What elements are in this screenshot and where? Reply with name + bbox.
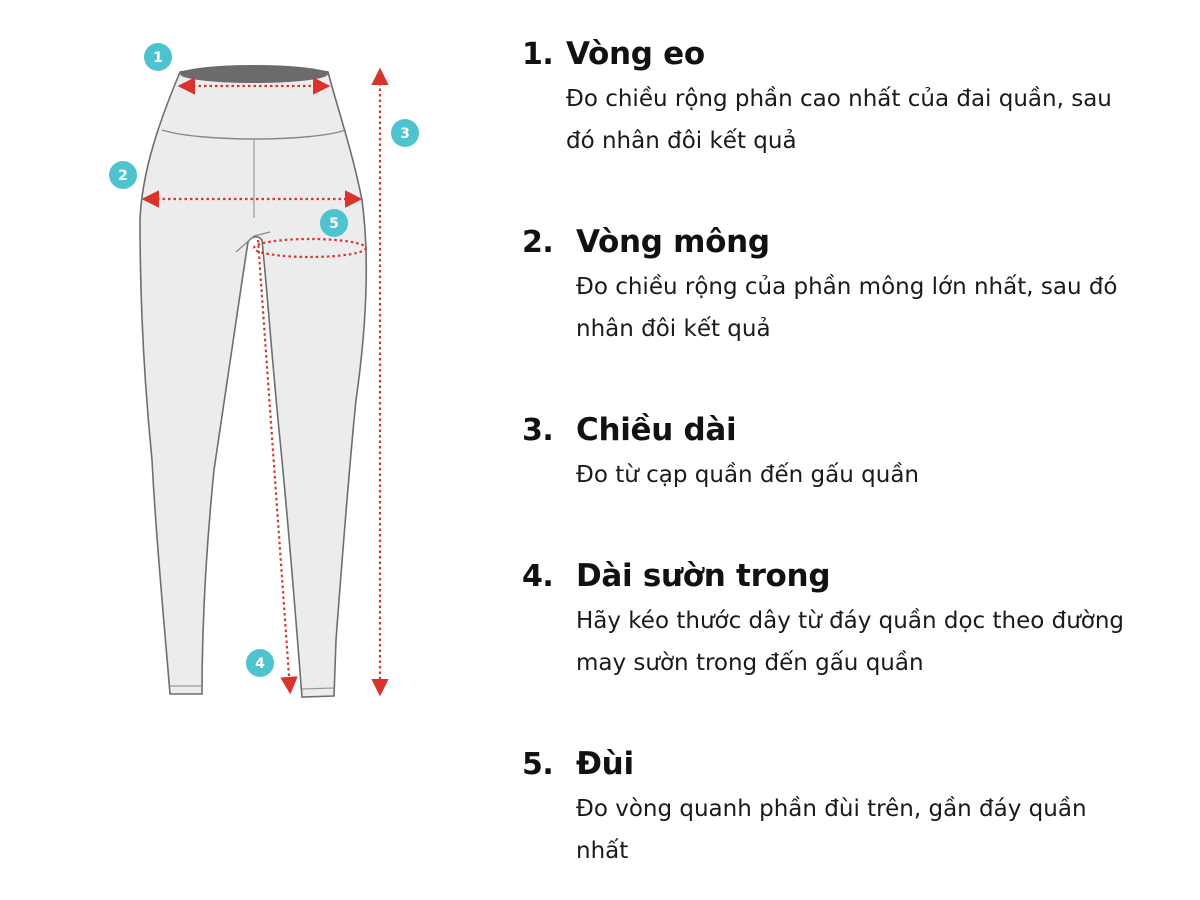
leggings-diagram [90, 30, 450, 720]
step-title: Vòng mông [576, 224, 770, 260]
step-title: Chiều dài [576, 412, 737, 448]
step-description: Đo từ cạp quần đến gấu quần [576, 462, 919, 488]
step-title: Dài sườn trong [576, 558, 831, 594]
badge-1 [144, 43, 172, 71]
badge-5 [320, 209, 348, 237]
step-title: Đùi [576, 746, 634, 782]
badge-3 [391, 119, 419, 147]
step-description: Đo chiều rộng của phần mông lớn nhất, sau đó nhân đôi kết quả [576, 274, 1118, 342]
step-hip [522, 224, 1162, 350]
step-number: 2. [522, 225, 554, 260]
leggings-outline [140, 68, 366, 698]
step-waist [522, 36, 1162, 162]
step-number: 4. [522, 559, 554, 594]
step-description: Hãy kéo thước dây từ đáy quần dọc theo đường may sườn trong đến gấu quần [576, 608, 1125, 676]
step-inseam [522, 558, 1162, 684]
step-length [522, 412, 1162, 496]
svg-text:5: 5 [329, 216, 339, 232]
step-number: 5. [522, 747, 554, 782]
step-title: Vòng eo [566, 36, 705, 72]
badge-4 [246, 649, 274, 677]
step-number: 3. [522, 413, 554, 448]
svg-text:2: 2 [118, 168, 128, 184]
svg-text:1: 1 [153, 50, 163, 66]
step-description: Đo chiều rộng phần cao nhất của đai quần, sau đó nhân đôi kết quả [566, 86, 1112, 154]
step-thigh [522, 746, 1162, 872]
step-number: 1. [522, 37, 554, 72]
svg-text:4: 4 [255, 656, 265, 672]
step-description: Đo vòng quanh phần đùi trên, gần đáy quần nhất [576, 796, 1087, 864]
waistband-top [180, 65, 328, 83]
measurement-guide [522, 30, 1182, 890]
badge-2 [109, 161, 137, 189]
svg-text:3: 3 [400, 126, 410, 142]
